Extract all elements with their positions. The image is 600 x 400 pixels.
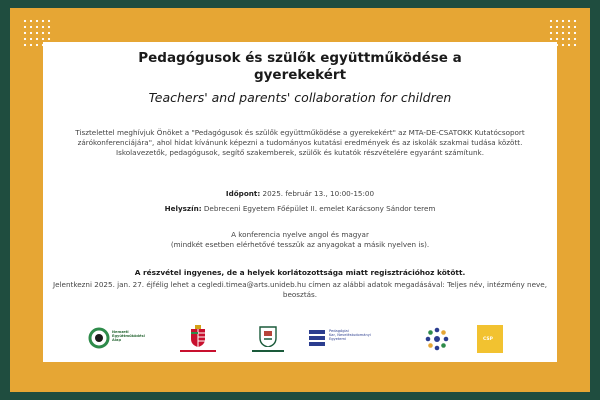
language-note: [43, 230, 557, 250]
yellow-badge-logo: [475, 325, 505, 355]
event-date: [43, 189, 557, 199]
free-participation-notice: A részvétel ingyenes, de a helyek korlátozottsága miatt regisztrációhoz kötött.: [134, 268, 466, 277]
sponsor-logos: [43, 325, 557, 355]
page-subtitle: Teachers' and parents' collaboration for children: [148, 90, 452, 105]
circle-dots-logo: [423, 325, 453, 355]
language-line-1: A konferencia nyelve angol és magyar: [231, 230, 369, 239]
crest-underline: [252, 350, 284, 352]
intro-paragraph: Tisztelettel meghívjuk Önöket a "Pedagógusok és szülők együttműködése a gyerekekért" az MTA-DE-CSATOKK Kutatócsoport zárókonferenciájára", ahol hidat kívánunk képezni a tudományos kutatási eredmények és az iskolák szakmai tudása között. Iskolavezetők, pedagógusok, segítő szakemberek, szülők és kutatók részvételére egyaránt számítunk.: [75, 128, 525, 158]
place-value: Debreceni Egyetem Főépület II. emelet Karácsony Sándor terem: [203, 204, 436, 213]
coat-of-arms-icon: [190, 325, 206, 347]
nka-logo-mark: [88, 327, 110, 349]
language-line-2: (mindkét esetben elérhetővé tesszük az anyagokat a másik nyelven is).: [170, 240, 430, 249]
faculty-logo: [308, 325, 388, 355]
nka-logo: [88, 325, 148, 355]
date-label: Időpont:: [225, 189, 261, 198]
faculty-logo-mark: [308, 328, 326, 348]
event-place: [43, 204, 557, 214]
university-crest-logo: [248, 325, 288, 355]
registration-info: Jelentkezni 2025. jan. 27. éjfélig lehet a cegledi.timea@arts.unideb.hu címen az alábbi adatok megadásával: Teljes név, intézmény neve, beosztás.: [53, 280, 547, 299]
dots-ring-icon: [425, 327, 449, 351]
yellow-badge-text: CSP: [483, 337, 493, 342]
place-label: Helyszín:: [164, 204, 202, 213]
date-value: 2025. február 13., 10:00-15:00: [262, 189, 375, 198]
crest-icon: [258, 325, 278, 347]
hungary-coat-of-arms-logo: [178, 325, 218, 355]
faculty-logo-text: Pedagógiai Kar, Neveléstudományi Egyetemi: [329, 329, 371, 342]
invitation-card: [43, 42, 557, 362]
nka-logo-text: Nemzeti Együttműködési Alap: [112, 330, 145, 343]
coat-of-arms-underline: [180, 350, 216, 352]
page-title: Pedagógusok és szülők együttműködése a gyerekekért: [138, 50, 462, 83]
